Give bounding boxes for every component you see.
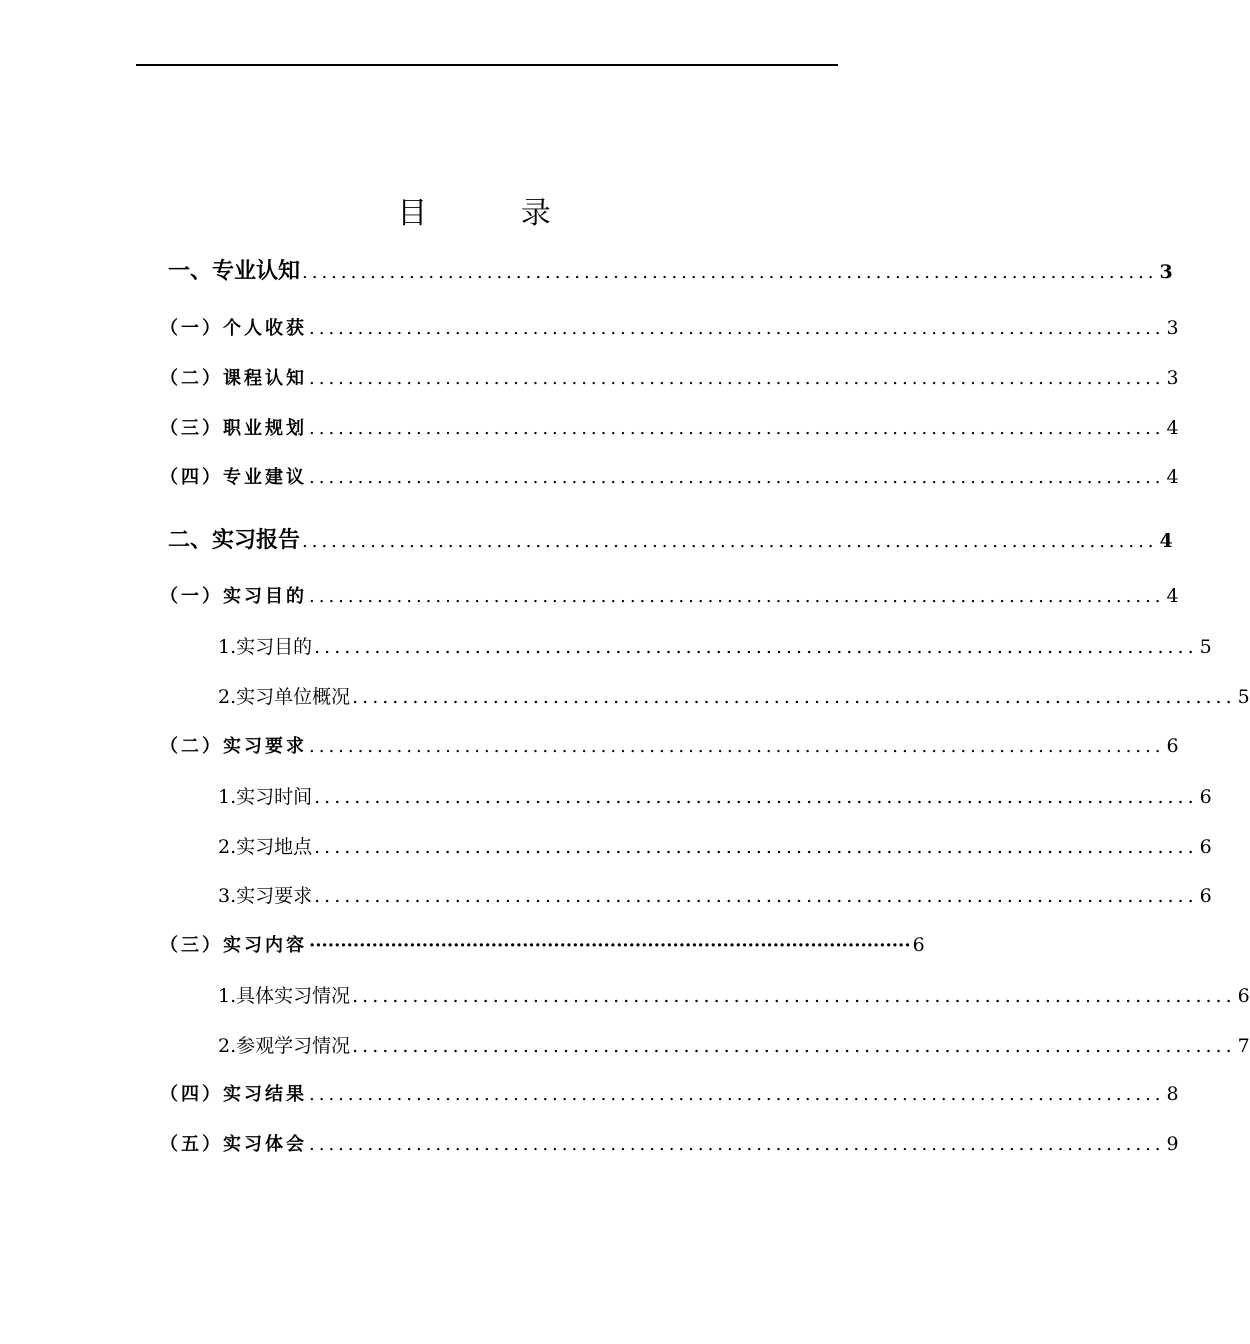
toc-entry-page: 7 [1237,1035,1250,1057]
toc-entry-page: 6 [1237,985,1250,1007]
toc-entry-label: （一）实习目的 [160,586,307,607]
toc-entry-label: 二、实习报告 [168,528,301,553]
toc-entry-page: 5 [1237,686,1250,708]
dot-leader: ........................................................................................ [309,418,1165,439]
toc-entry[interactable] [160,732,1179,758]
toc-entry[interactable] [168,254,1173,285]
toc-entry[interactable] [160,314,1179,340]
toc-entry-label: （四）实习结果 [160,1084,307,1105]
toc-entry-label: （二）课程认知 [160,368,307,389]
toc-entry-label: （二）实习要求 [160,736,307,757]
toc-entry-label: （一）个人收获 [160,318,307,339]
toc-entry[interactable] [168,523,1173,554]
dot-leader: ........................................................................................ [314,836,1198,858]
toc-entry-page: 6 [1166,735,1179,757]
toc-entry-label: （三）职业规划 [160,418,307,439]
toc-entry[interactable] [218,782,1212,809]
toc-entry-label: 2.实习单位概况 [218,686,351,708]
toc-entry-label: 1.实习时间 [218,786,313,808]
toc-entry-label: （五）实习体会 [160,1134,307,1155]
toc-entry[interactable] [160,1130,1179,1156]
toc-entry[interactable] [218,832,1212,859]
toc-entry-page: 6 [912,934,925,956]
dot-leader: ........................................................................................ [314,885,1198,907]
toc-entry-page: 6 [1199,786,1212,808]
toc-entry-label: 1.实习目的 [218,636,313,658]
toc-entry-label: （四）专业建议 [160,467,307,488]
dot-leader: ........................................................................................ [352,686,1236,708]
toc-entry[interactable] [160,414,1179,440]
toc-entry-page: 3 [1166,367,1179,389]
toc-entry-page: 9 [1166,1133,1179,1155]
toc-entry[interactable] [160,1080,1179,1106]
dot-leader: ........................................................................................ [309,1134,1165,1155]
toc-entry[interactable] [218,881,1212,908]
dot-leader: ........................................................................................ [352,985,1236,1007]
toc-entry-page: 4 [1166,417,1179,439]
toc-entry[interactable] [218,981,1250,1008]
toc-entry-page: 5 [1199,636,1212,658]
toc-entry-page: 4 [1166,466,1179,488]
toc-entry[interactable] [160,931,925,957]
toc-entry[interactable] [218,682,1250,709]
toc-entry[interactable] [160,463,1179,489]
dot-leader: ........................................................................................ [352,1035,1236,1057]
dot-leader: ································································································ [309,935,911,956]
toc-entry-label: 2.参观学习情况 [218,1035,351,1057]
toc-entry-page: 3 [1159,261,1173,283]
toc-entry-label: 2.实习地点 [218,836,313,858]
toc-entry[interactable] [160,582,1179,608]
dot-leader: ........................................................................................ [309,736,1165,757]
toc-entry-label: （三）实习内容 [160,935,307,956]
dot-leader: ........................................................................................ [314,636,1198,658]
toc-entry-label: 3.实习要求 [218,885,313,907]
dot-leader: ........................................................................................ [314,786,1198,808]
toc-entry-label: 一、专业认知 [168,259,301,284]
toc-entry-page: 8 [1166,1083,1179,1105]
toc-entry-label: 1.具体实习情况 [218,985,351,1007]
toc-entry[interactable] [218,1031,1250,1058]
header-rule [136,64,838,66]
toc-title: 目 录 [397,196,593,231]
toc-entry[interactable] [160,364,1179,390]
toc-entry-page: 3 [1166,317,1179,339]
toc-entry[interactable] [218,632,1212,659]
toc-entry-page: 6 [1199,885,1212,907]
dot-leader: ........................................................................................ [302,262,1158,283]
toc-entry-page: 4 [1159,530,1173,552]
dot-leader: ........................................................................................ [302,531,1158,552]
toc-entry-page: 6 [1199,836,1212,858]
toc-entry-page: 4 [1166,585,1179,607]
dot-leader: ........................................................................................ [309,368,1165,389]
dot-leader: ........................................................................................ [309,586,1165,607]
dot-leader: ........................................................................................ [309,467,1165,488]
dot-leader: ........................................................................................ [309,1084,1165,1105]
dot-leader: ........................................................................................ [309,318,1165,339]
